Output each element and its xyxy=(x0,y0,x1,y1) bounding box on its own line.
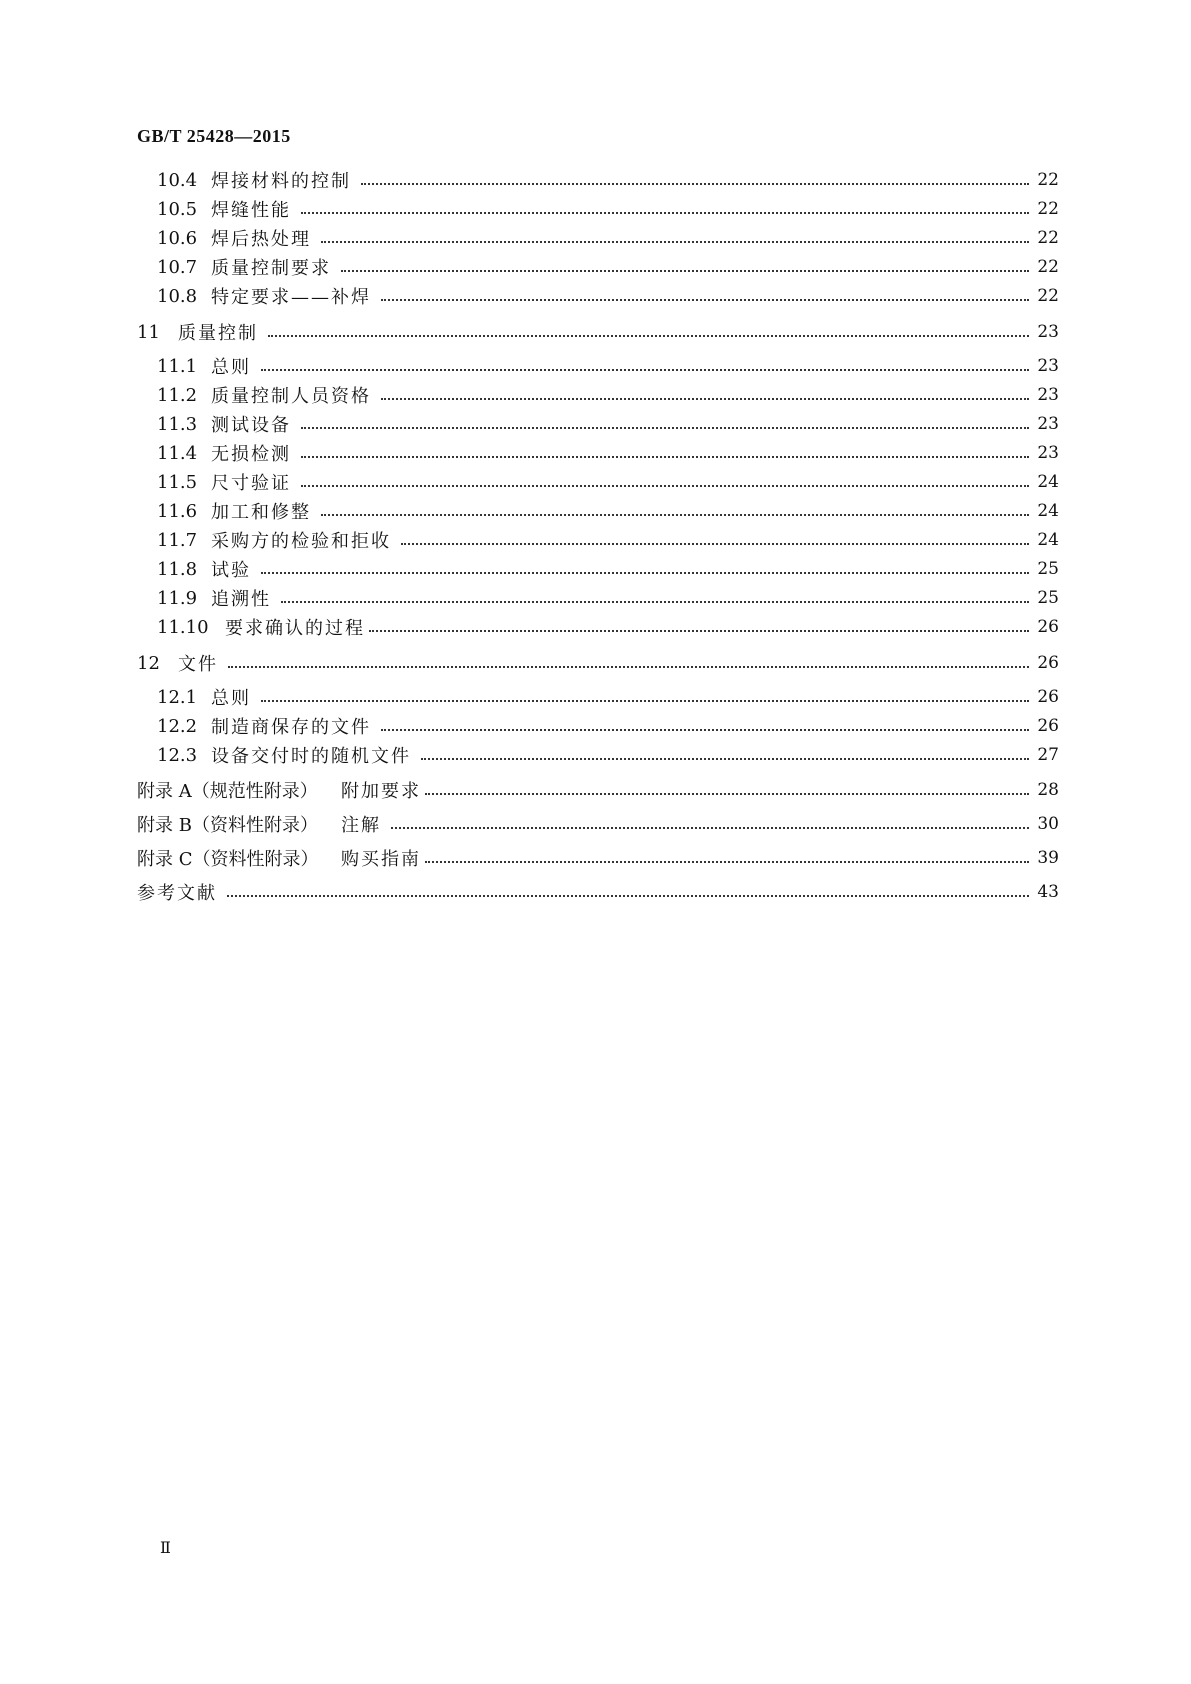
toc-leader-dots xyxy=(301,212,1029,214)
toc-entry-number: 10.8 xyxy=(157,285,198,307)
toc-entry-annex-c[interactable] xyxy=(137,845,1059,871)
toc-entry-page: 30 xyxy=(1037,814,1059,834)
toc-entry-number: 11.3 xyxy=(157,413,198,435)
toc-entry-number: 附录 C（资料性附录） xyxy=(137,849,319,870)
toc-entry-page: 23 xyxy=(1037,356,1059,376)
toc-entry-page: 27 xyxy=(1037,745,1059,765)
toc-entry-10-5[interactable] xyxy=(157,196,1059,222)
toc-entry-number: 11.6 xyxy=(157,500,198,522)
toc-entry-title: 要求确认的过程 xyxy=(225,618,365,639)
toc-entry-11-6[interactable] xyxy=(157,498,1059,524)
toc-entry-12-3[interactable] xyxy=(157,742,1059,768)
toc-entry-title: 制造商保存的文件 xyxy=(211,717,371,738)
toc-entry-title: 总则 xyxy=(211,688,251,709)
toc-entry-number: 11.10 xyxy=(157,616,209,638)
toc-entry-title: 参考文献 xyxy=(137,883,217,904)
toc-entry-number: 11.4 xyxy=(157,442,198,464)
toc-entry-page: 25 xyxy=(1037,559,1059,579)
toc-entry-11-1[interactable] xyxy=(157,353,1059,379)
toc-entry-12-1[interactable] xyxy=(157,684,1059,710)
toc-leader-dots xyxy=(421,758,1029,760)
toc-leader-dots xyxy=(381,729,1029,731)
toc-leader-dots xyxy=(227,895,1029,897)
toc-entry-title: 尺寸验证 xyxy=(211,473,291,494)
toc-entry-11-9[interactable] xyxy=(157,585,1059,611)
toc-entry-title: 试验 xyxy=(211,560,251,581)
toc-entry-title: 加工和修整 xyxy=(211,502,311,523)
toc-entry-page: 22 xyxy=(1037,228,1059,248)
toc-entry-page: 22 xyxy=(1037,286,1059,306)
toc-entry-page: 26 xyxy=(1037,716,1059,736)
toc-entry-12[interactable] xyxy=(137,650,1059,676)
toc-entry-title: 追溯性 xyxy=(211,589,271,610)
toc-entry-11-4[interactable] xyxy=(157,440,1059,466)
toc-entry-number: 11.5 xyxy=(157,471,198,493)
toc-entry-10-7[interactable] xyxy=(157,254,1059,280)
toc-entry-11-3[interactable] xyxy=(157,411,1059,437)
toc-entry-page: 26 xyxy=(1037,617,1059,637)
toc-entry-page: 26 xyxy=(1037,653,1059,673)
toc-entry-page: 24 xyxy=(1037,530,1059,550)
toc-entry-number: 11.1 xyxy=(157,355,198,377)
toc-entry-11-7[interactable] xyxy=(157,527,1059,553)
toc-entry-title: 质量控制 xyxy=(178,323,258,344)
toc-entry-page: 23 xyxy=(1037,443,1059,463)
toc-entry-page: 26 xyxy=(1037,687,1059,707)
toc-leader-dots xyxy=(361,183,1029,185)
toc-leader-dots xyxy=(425,861,1029,863)
toc-entry-number: 12.2 xyxy=(157,715,198,737)
toc-entry-page: 24 xyxy=(1037,501,1059,521)
toc-entry-title: 焊接材料的控制 xyxy=(211,171,351,192)
toc-entry-10-6[interactable] xyxy=(157,225,1059,251)
toc-leader-dots xyxy=(261,700,1029,702)
toc-entry-number: 10.7 xyxy=(157,256,198,278)
toc-entry-11-10[interactable] xyxy=(157,614,1059,640)
toc-entry-page: 23 xyxy=(1037,322,1059,342)
toc-leader-dots xyxy=(261,369,1029,371)
toc-entry-11[interactable] xyxy=(137,319,1059,345)
toc-entry-title: 焊缝性能 xyxy=(211,200,291,221)
toc-entry-number: 12 xyxy=(137,652,160,674)
toc-entry-page: 39 xyxy=(1037,848,1059,868)
toc-entry-title: 购买指南 xyxy=(341,849,421,870)
toc-entry-11-2[interactable] xyxy=(157,382,1059,408)
toc-entry-title: 质量控制人员资格 xyxy=(211,386,371,407)
toc-entry-number: 附录 B（资料性附录） xyxy=(137,815,318,836)
toc-entry-page: 23 xyxy=(1037,385,1059,405)
toc-leader-dots xyxy=(281,601,1029,603)
toc-entry-title: 注解 xyxy=(341,815,381,836)
toc-entry-number: 11.7 xyxy=(157,529,198,551)
page-number: Ⅱ xyxy=(160,1540,171,1557)
toc-entry-bibliography[interactable] xyxy=(137,879,1059,905)
toc-entry-number: 12.1 xyxy=(157,686,198,708)
toc-entry-number: 11 xyxy=(137,321,160,343)
toc-leader-dots xyxy=(391,827,1029,829)
toc-entry-title: 采购方的检验和拒收 xyxy=(211,531,391,552)
standard-code-header: GB/T 25428—2015 xyxy=(137,126,291,146)
toc-entry-title: 总则 xyxy=(211,357,251,378)
toc-entry-11-5[interactable] xyxy=(157,469,1059,495)
toc-leader-dots xyxy=(301,456,1029,458)
toc-entry-page: 22 xyxy=(1037,170,1059,190)
toc-entry-number: 10.6 xyxy=(157,227,198,249)
toc-entry-title: 特定要求——补焊 xyxy=(211,287,371,308)
toc-entry-12-2[interactable] xyxy=(157,713,1059,739)
toc-leader-dots xyxy=(401,543,1029,545)
toc-leader-dots xyxy=(425,793,1029,795)
toc-leader-dots xyxy=(381,398,1029,400)
toc-entry-title: 焊后热处理 xyxy=(211,229,311,250)
toc-entry-title: 设备交付时的随机文件 xyxy=(211,746,411,767)
toc-entry-page: 28 xyxy=(1037,780,1059,800)
toc-leader-dots xyxy=(321,241,1029,243)
toc-entry-title: 测试设备 xyxy=(211,415,291,436)
toc-entry-title: 质量控制要求 xyxy=(211,258,331,279)
toc-entry-title: 附加要求 xyxy=(341,781,421,802)
toc-entry-page: 24 xyxy=(1037,472,1059,492)
toc-entry-page: 23 xyxy=(1037,414,1059,434)
toc-entry-page: 22 xyxy=(1037,199,1059,219)
toc-entry-page: 22 xyxy=(1037,257,1059,277)
toc-leader-dots xyxy=(228,666,1029,668)
toc-entry-10-4[interactable] xyxy=(157,167,1059,193)
toc-leader-dots xyxy=(321,514,1029,516)
toc-leader-dots xyxy=(301,427,1029,429)
toc-entry-number: 附录 A（规范性附录） xyxy=(137,781,318,802)
toc-leader-dots xyxy=(369,630,1029,632)
toc-leader-dots xyxy=(268,335,1029,337)
toc-leader-dots xyxy=(341,270,1029,272)
toc-entry-number: 10.5 xyxy=(157,198,198,220)
toc-entry-number: 11.9 xyxy=(157,587,198,609)
toc-leader-dots xyxy=(261,572,1029,574)
toc-entry-number: 11.2 xyxy=(157,384,198,406)
toc-entry-title: 无损检测 xyxy=(211,444,291,465)
toc-entry-11-8[interactable] xyxy=(157,556,1059,582)
toc-entry-number: 11.8 xyxy=(157,558,198,580)
toc-entry-number: 10.4 xyxy=(157,169,198,191)
toc-entry-page: 43 xyxy=(1037,882,1059,902)
toc-entry-annex-a[interactable] xyxy=(137,777,1059,803)
toc-entry-title: 文件 xyxy=(178,654,218,675)
toc-entry-annex-b[interactable] xyxy=(137,811,1059,837)
toc-entry-number: 12.3 xyxy=(157,744,198,766)
toc-leader-dots xyxy=(381,299,1029,301)
toc-entry-10-8[interactable] xyxy=(157,283,1059,309)
toc-leader-dots xyxy=(301,485,1029,487)
toc-entry-page: 25 xyxy=(1037,588,1059,608)
